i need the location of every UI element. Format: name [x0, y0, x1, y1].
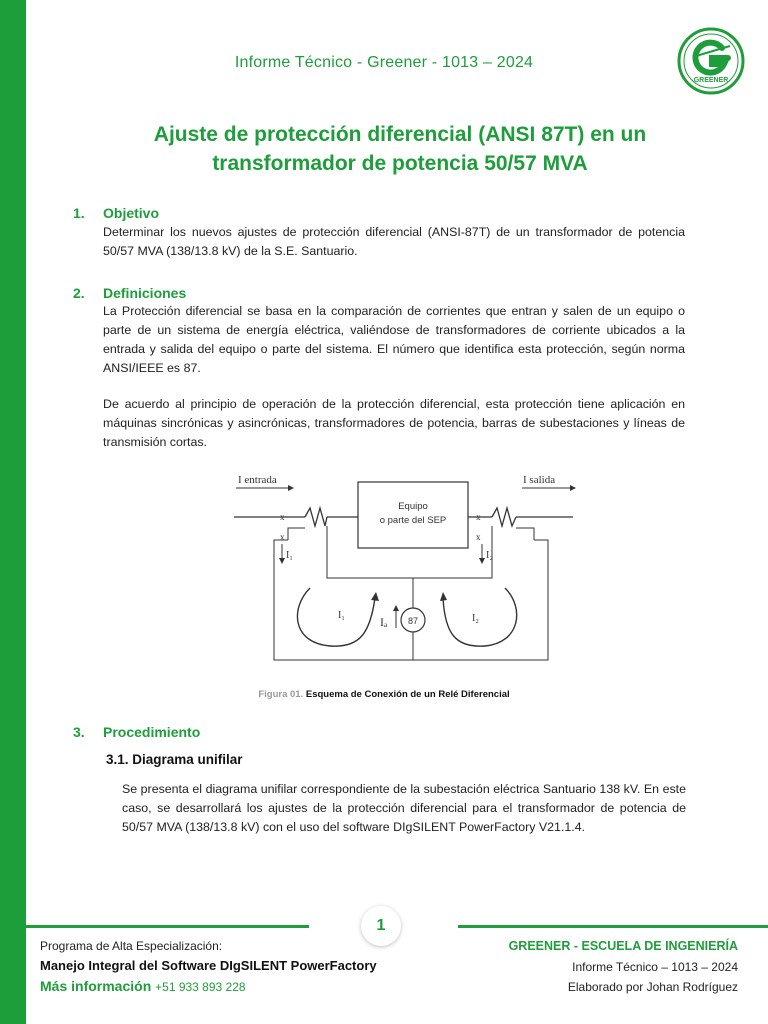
report-id: Informe Técnico – 1013 – 2024	[572, 960, 738, 974]
x-mark: x	[280, 512, 285, 522]
footer-divider-right	[458, 925, 768, 928]
course-line: Manejo Integral del Software DIgSILENT PowerFactory	[40, 958, 377, 973]
figure-caption	[0, 689, 768, 700]
section-number: 1.	[73, 205, 85, 221]
section-label: Objetivo	[103, 205, 160, 221]
i-entrada-label: I entrada	[238, 474, 277, 486]
author: Elaborado por Johan Rodríguez	[567, 980, 738, 994]
more-info	[40, 978, 246, 994]
differential-relay-diagram	[230, 468, 585, 666]
greener-logo	[676, 26, 746, 96]
logo-text: GREENER	[693, 77, 729, 84]
program-line: Programa de Alta Especialización:	[40, 939, 223, 953]
section-number: 2.	[73, 285, 85, 301]
relay-87-label: 87	[407, 616, 419, 626]
organization-name: GREENER - ESCUELA DE INGENIERÍA	[508, 939, 738, 953]
definiciones-paragraph-1: La Protección diferencial se basa en la comparación de corrientes que entran y salen de un equipo o parte de un sistema de energía eléctrica, valiéndose de transformadores de corriente ubicados a la entrada y salida del equipo o parte del sistema. El número que identifica esta protección, según norma ANSI/IEEE es 87.	[103, 304, 685, 375]
equipo-label-2: o parte del SEP	[379, 515, 447, 526]
section-number: 3.	[73, 724, 85, 740]
definiciones-paragraph-2: De acuerdo al principio de operación de la protección diferencial, esta protección tiene aplicación en máquinas sincrónicas y asincrónicas, transformadores de potencia, barras de subestaciones y líneas de transmisión cortas.	[103, 397, 685, 449]
x-mark: x	[476, 512, 481, 522]
diagrama-unifilar-paragraph: Se presenta el diagrama unifilar correspondiente de la subestación eléctrica Santuario 138 kV. En este caso, se desarrollará los ajustes de la protección diferencial para el transformador de potencia de 50/57 MVA (138/13.8 kV) con el uso del software DIgSILENT PowerFactory V21.1.4.	[122, 782, 686, 834]
i2-top-label: I₂	[486, 550, 493, 561]
i2-loop-label: I₂	[472, 613, 479, 624]
x-mark: x	[280, 532, 285, 542]
title-line-1: Ajuste de protección diferencial (ANSI 87T) en un	[153, 123, 647, 146]
subsection-heading: 3.1. Diagrama unifilar	[106, 752, 243, 767]
document-title	[100, 120, 700, 178]
left-accent-bar	[0, 0, 26, 1024]
more-info-label: Más información	[40, 978, 152, 994]
i1-loop-label: I₁	[338, 610, 345, 621]
ia-label: Iₐ	[380, 615, 388, 629]
section-label: Procedimiento	[103, 724, 201, 740]
section-label: Definiciones	[103, 285, 187, 301]
i1-top-label: I₁	[286, 550, 293, 561]
x-mark: x	[476, 532, 481, 542]
caption-prefix: Figura 01.	[258, 689, 304, 700]
equipo-label-1: Equipo	[398, 501, 428, 512]
phone-link[interactable]: +51 933 893 228	[155, 980, 246, 994]
footer-divider-left	[26, 925, 309, 928]
page-number: 1	[361, 906, 401, 946]
i-salida-label: I salida	[523, 474, 556, 486]
objetivo-paragraph: Determinar los nuevos ajustes de protección diferencial (ANSI-87T) de un transformador de potencia 50/57 MVA (138/13.8 kV) de la S.E. Santuario.	[103, 225, 685, 258]
title-line-2: transformador de potencia 50/57 MVA	[212, 152, 588, 175]
report-header: Informe Técnico - Greener - 1013 – 2024	[234, 54, 534, 71]
caption-text: Esquema de Conexión de un Relé Diferencial	[305, 689, 510, 700]
